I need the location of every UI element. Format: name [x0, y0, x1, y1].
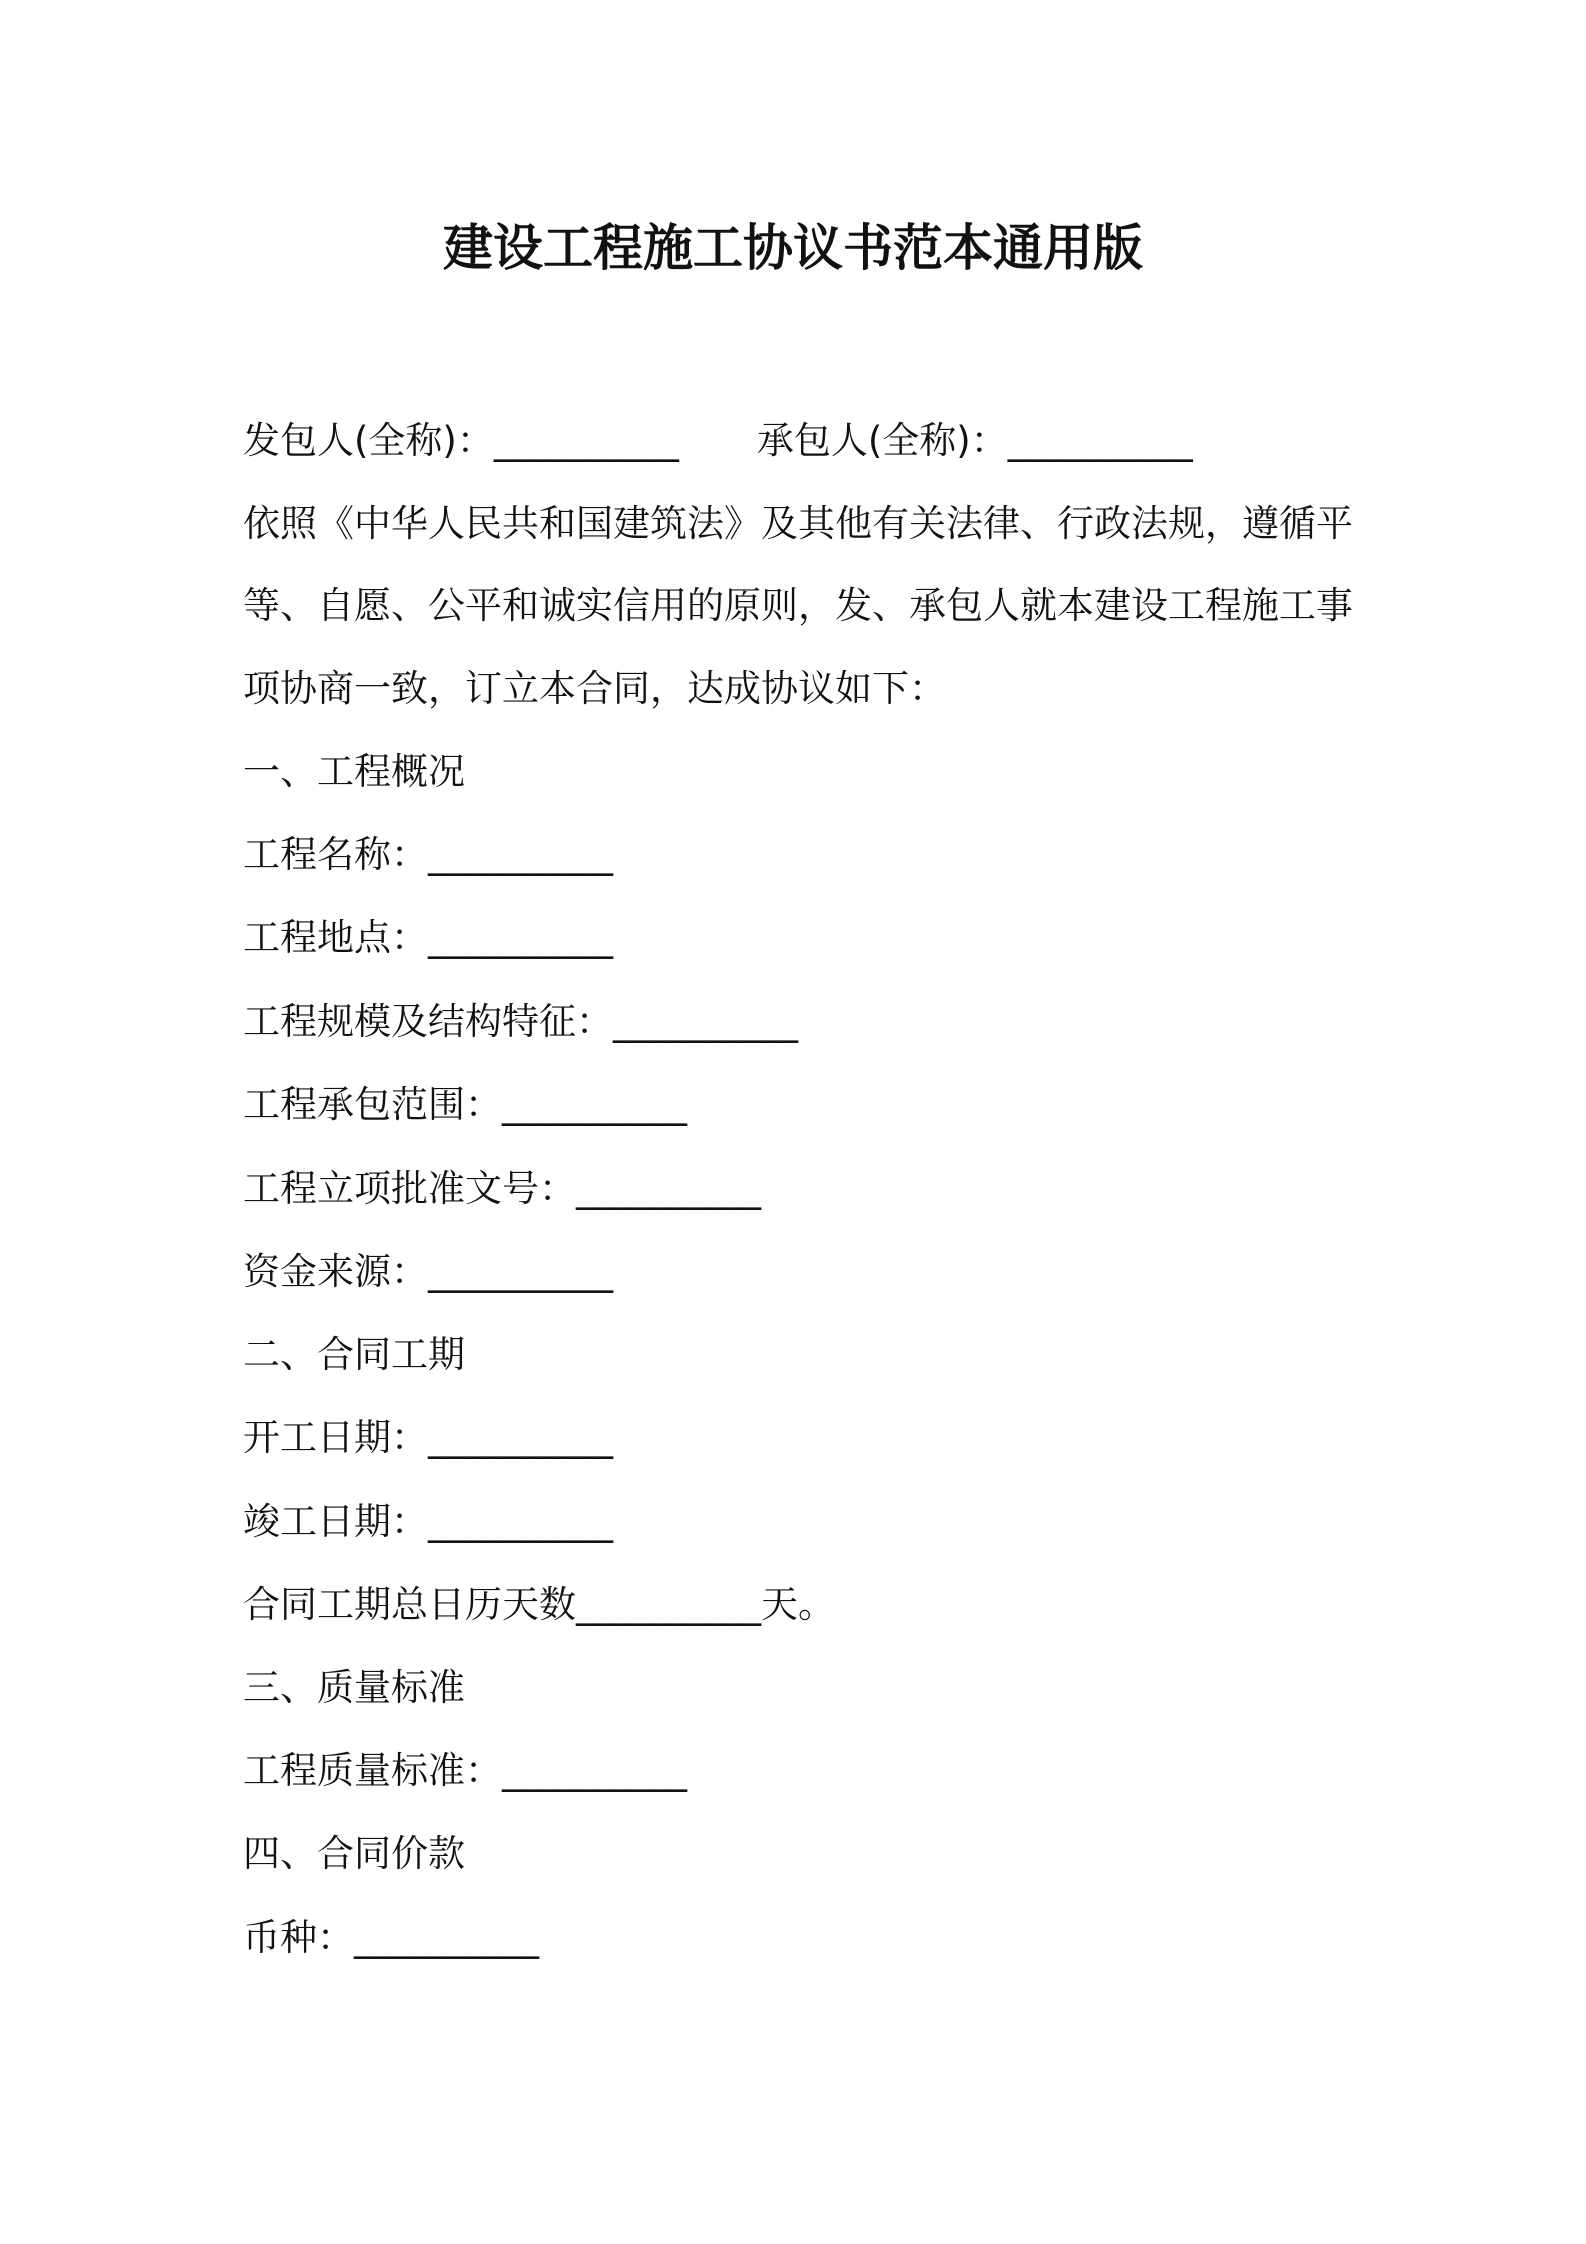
field-label: 工程立项批准文号：: [243, 1167, 576, 1210]
field-currency: [243, 1912, 539, 1964]
field-quality-standard: [243, 1745, 687, 1797]
field-funding-source: [243, 1246, 613, 1298]
section-heading-overview: 一、工程概况: [243, 750, 465, 793]
field-blank[interactable]: __________: [576, 1583, 761, 1626]
field-label: 开工日期：: [243, 1416, 428, 1459]
field-label: 工程规模及结构特征：: [243, 1000, 613, 1043]
section-heading-quality: 三、质量标准: [243, 1666, 465, 1709]
field-blank[interactable]: __________: [428, 833, 613, 876]
field-label: 工程承包范围：: [243, 1083, 502, 1126]
field-label: 工程质量标准：: [243, 1749, 502, 1792]
field-blank[interactable]: __________: [502, 1083, 687, 1126]
party-a-blank[interactable]: __________: [493, 419, 679, 462]
field-blank[interactable]: __________: [502, 1749, 687, 1792]
field-project-name: [243, 829, 613, 881]
field-suffix: 天。: [761, 1583, 835, 1626]
field-label: 合同工期总日历天数: [243, 1583, 576, 1626]
section-heading-duration: 二、合同工期: [243, 1333, 465, 1376]
field-approval-number: [243, 1163, 761, 1215]
preamble-line-2: 等、自愿、公平和诚实信用的原则，发、承包人就本建设工程施工事: [243, 584, 1353, 627]
field-project-scale: [243, 996, 798, 1048]
preamble-line-1: 依照《中华人民共和国建筑法》及其他有关法律、行政法规，遵循平: [243, 502, 1353, 545]
field-blank[interactable]: __________: [354, 1916, 539, 1959]
field-blank[interactable]: __________: [428, 1250, 613, 1293]
field-completion-date: [243, 1496, 613, 1548]
party-b-blank[interactable]: __________: [1007, 419, 1193, 462]
field-start-date: [243, 1412, 613, 1464]
party-a-label: 发包人(全称)：: [243, 419, 494, 462]
preamble-line-3: 项协商一致，订立本合同，达成协议如下：: [243, 667, 946, 710]
field-blank[interactable]: __________: [428, 1416, 613, 1459]
field-label: 竣工日期：: [243, 1500, 428, 1543]
field-label: 币种：: [243, 1916, 354, 1959]
field-label: 工程名称：: [243, 833, 428, 876]
field-blank[interactable]: __________: [428, 916, 613, 959]
field-label: 工程地点：: [243, 916, 428, 959]
field-project-location: [243, 912, 613, 964]
field-blank[interactable]: __________: [576, 1167, 761, 1210]
field-label: 资金来源：: [243, 1250, 428, 1293]
field-contract-scope: [243, 1079, 687, 1131]
field-blank[interactable]: __________: [428, 1500, 613, 1543]
section-heading-price: 四、合同价款: [243, 1832, 465, 1875]
party-b-label: 承包人(全称)：: [756, 419, 1008, 462]
parties-line: [243, 415, 1193, 467]
field-total-days: [243, 1579, 835, 1631]
field-blank[interactable]: __________: [613, 1000, 798, 1043]
document-title: 建设工程施工协议书范本通用版: [443, 219, 1143, 277]
